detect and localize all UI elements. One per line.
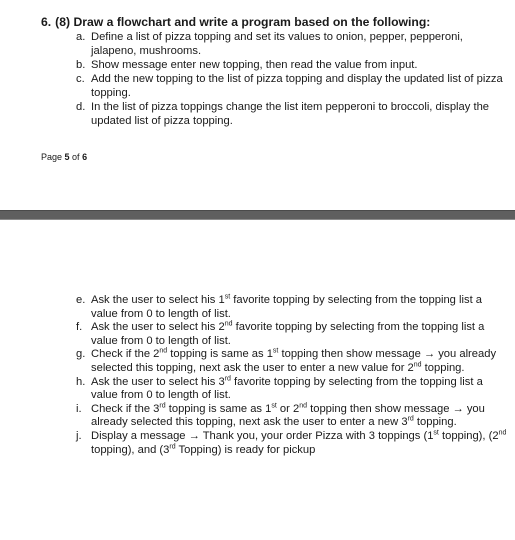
list-marker: b. [76, 59, 86, 71]
ordinal-suffix: rd [407, 415, 414, 423]
list-item-text: Display a message → Thank you, your order Pizza with 3 toppings (1st topping), (2nd topping), and (3rd Topping) is ready for pickup [91, 429, 507, 456]
list-item-text: Show message enter new topping, then read the value from input. [91, 59, 418, 71]
list-item-text: Ask the user to select his 2nd favorite topping by selecting from the topping list a value from 0 to length of list. [91, 320, 485, 347]
document-page-5 [0, 0, 515, 210]
list-item-h [41, 376, 511, 403]
ordinal-suffix: st [433, 429, 439, 437]
list-item-d [41, 100, 511, 128]
page-separator [0, 210, 515, 220]
list-marker: i. [76, 402, 82, 415]
ordinal-suffix: nd [159, 347, 168, 355]
question-marks: (8) [55, 15, 71, 29]
total-page-count: 6 [82, 152, 88, 162]
list-item-i [41, 403, 511, 430]
list-item-f [41, 321, 511, 348]
list-marker: c. [76, 73, 85, 85]
ordinal-suffix: rd [159, 402, 166, 410]
list-item-a [41, 30, 511, 58]
ordinal-suffix: rd [169, 442, 176, 450]
list-marker: e. [76, 294, 86, 306]
ordinal-suffix: st [271, 402, 277, 410]
current-page-number: 5 [64, 152, 70, 162]
ordinal-suffix: nd [413, 361, 422, 369]
ordinal-suffix: rd [224, 374, 231, 382]
question-heading-text: Draw a flowchart and write a program based on the following: [73, 15, 431, 29]
page-number-footer: Page 5 of 6 [41, 152, 88, 162]
question-6 [41, 15, 511, 128]
list-item-c [41, 72, 511, 100]
list-item-text: Check if the 2nd topping is same as 1st topping then show message → you already selected this topping, next ask the user to enter a new value for 2nd topping. [91, 347, 497, 374]
list-marker: j. [76, 429, 82, 442]
ordinal-suffix: nd [498, 429, 507, 437]
ordinal-suffix: nd [299, 402, 307, 410]
list-item-text: Check if the 3rd topping is same as 1st or 2nd topping then show message → you already selected this topping, next ask the user to enter a new 3rd topping. [91, 402, 485, 429]
list-item-text: Ask the user to select his 1st favorite topping by selecting from the topping list a value from 0 to length of list. [91, 293, 483, 320]
list-item-g [41, 348, 511, 375]
list-item-e [41, 294, 511, 321]
list-item-text: Ask the user to select his 3rd favorite topping by selecting from the topping list a value from 0 to length of list. [91, 374, 483, 402]
document-page-6 [0, 220, 515, 540]
ordinal-suffix: nd [224, 320, 233, 328]
list-item-text: Define a list of pizza topping and set its values to onion, pepper, pepperoni, jalapeno, mushrooms. [91, 31, 463, 57]
question-heading [41, 15, 511, 30]
continued-list [41, 294, 511, 457]
ordinal-suffix: st [224, 293, 231, 301]
list-item-b [41, 58, 511, 72]
list-item-j [41, 430, 511, 457]
list-item-text: In the list of pizza toppings change the list item pepperoni to broccoli, display the updated list of pizza topping. [91, 101, 490, 127]
question-number: 6. [41, 15, 52, 29]
list-marker: d. [76, 101, 86, 113]
list-marker: g. [76, 348, 86, 361]
list-marker: a. [76, 31, 86, 43]
ordinal-suffix: st [272, 347, 279, 355]
list-marker: f. [76, 321, 83, 334]
list-marker: h. [76, 375, 86, 388]
list-item-text: Add the new topping to the list of pizza topping and display the updated list of pizza topping. [91, 73, 503, 99]
